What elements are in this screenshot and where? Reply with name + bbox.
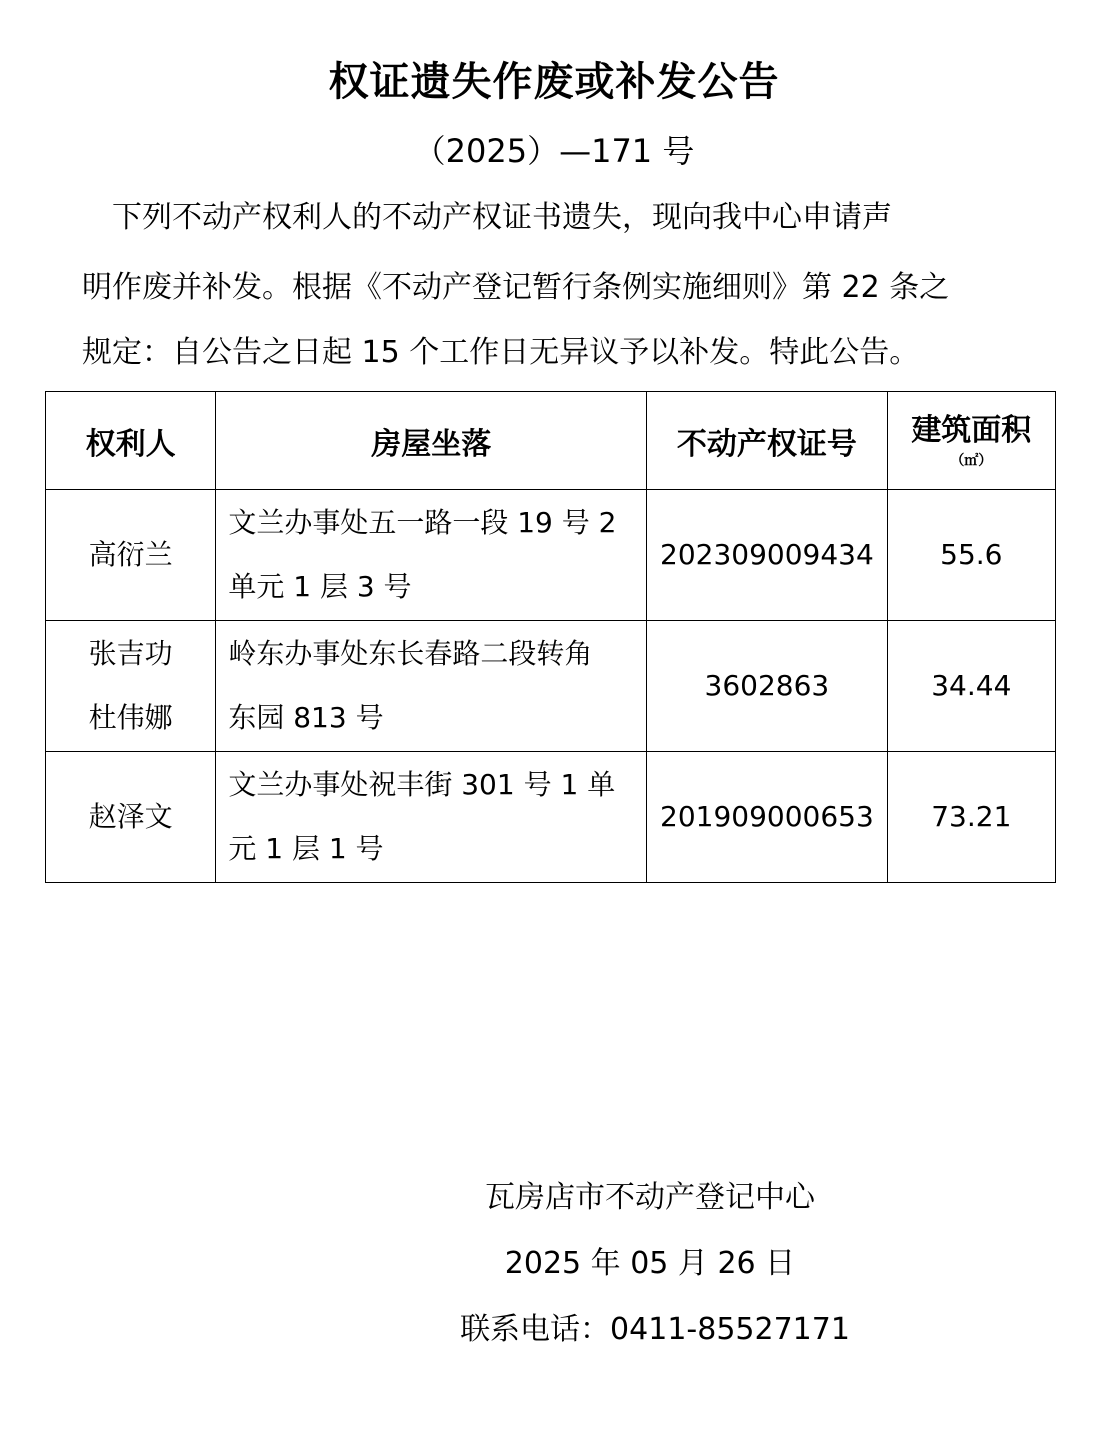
- header-address: 房屋坐落: [216, 392, 647, 490]
- header-cert: 不动产权证号: [647, 392, 887, 490]
- address-cell: [216, 621, 647, 752]
- header-area: [887, 392, 1055, 490]
- owner-cell: [46, 490, 216, 621]
- area-cell: 73.21: [887, 752, 1055, 883]
- owner-cell: [46, 621, 216, 752]
- notice-paragraph-line-3: 规定：自公告之日起 15 个工作日无异议予以补发。特此公告。: [82, 335, 920, 370]
- notice-paragraph-line-2: 明作废并补发。根据《不动产登记暂行条例实施细则》第 22 条之: [82, 270, 950, 305]
- table-row: [46, 752, 1056, 883]
- table-row: [46, 621, 1056, 752]
- records-table: [45, 391, 1056, 883]
- contact-phone: 联系电话：0411-85527171: [460, 1312, 850, 1347]
- cert-number-cell: 202309009434: [647, 490, 887, 621]
- table-row: [46, 490, 1056, 621]
- address-cell: [216, 490, 647, 621]
- header-area-unit: （㎡）: [950, 452, 993, 469]
- header-area-label: 建筑面积: [911, 412, 1032, 448]
- notice-paragraph-line-1: 下列不动产权利人的不动产权证书遗失，现向我中心申请声: [82, 200, 892, 235]
- address-line: 元 1 层 1 号: [228, 832, 384, 865]
- owner-name: 杜伟娜: [88, 701, 173, 734]
- address-line: 单元 1 层 3 号: [228, 570, 412, 603]
- owner-name: 张吉功: [88, 637, 173, 670]
- address-line: 文兰办事处祝丰街 301 号 1 单: [228, 768, 616, 801]
- address-line: 东园 813 号: [228, 701, 384, 734]
- area-cell: 34.44: [887, 621, 1055, 752]
- owner-cell: [46, 752, 216, 883]
- notice-number: （2025）—171 号: [413, 132, 695, 170]
- cert-number-cell: 201909000653: [647, 752, 887, 883]
- area-cell: 55.6: [887, 490, 1055, 621]
- issuer-organization: 瓦房店市不动产登记中心: [485, 1180, 815, 1215]
- header-owner: 权利人: [46, 392, 216, 490]
- notice-title: 权证遗失作废或补发公告: [328, 59, 780, 105]
- address-line: 文兰办事处五一路一段 19 号 2: [228, 506, 617, 539]
- issue-date: 2025 年 05 月 26 日: [504, 1246, 796, 1281]
- cert-number-cell: 3602863: [647, 621, 887, 752]
- address-line: 岭东办事处东长春路二段转角: [228, 637, 593, 670]
- table-header-row: [46, 392, 1056, 490]
- owner-name: 赵泽文: [88, 800, 173, 833]
- address-cell: [216, 752, 647, 883]
- owner-name: 高衍兰: [88, 538, 173, 571]
